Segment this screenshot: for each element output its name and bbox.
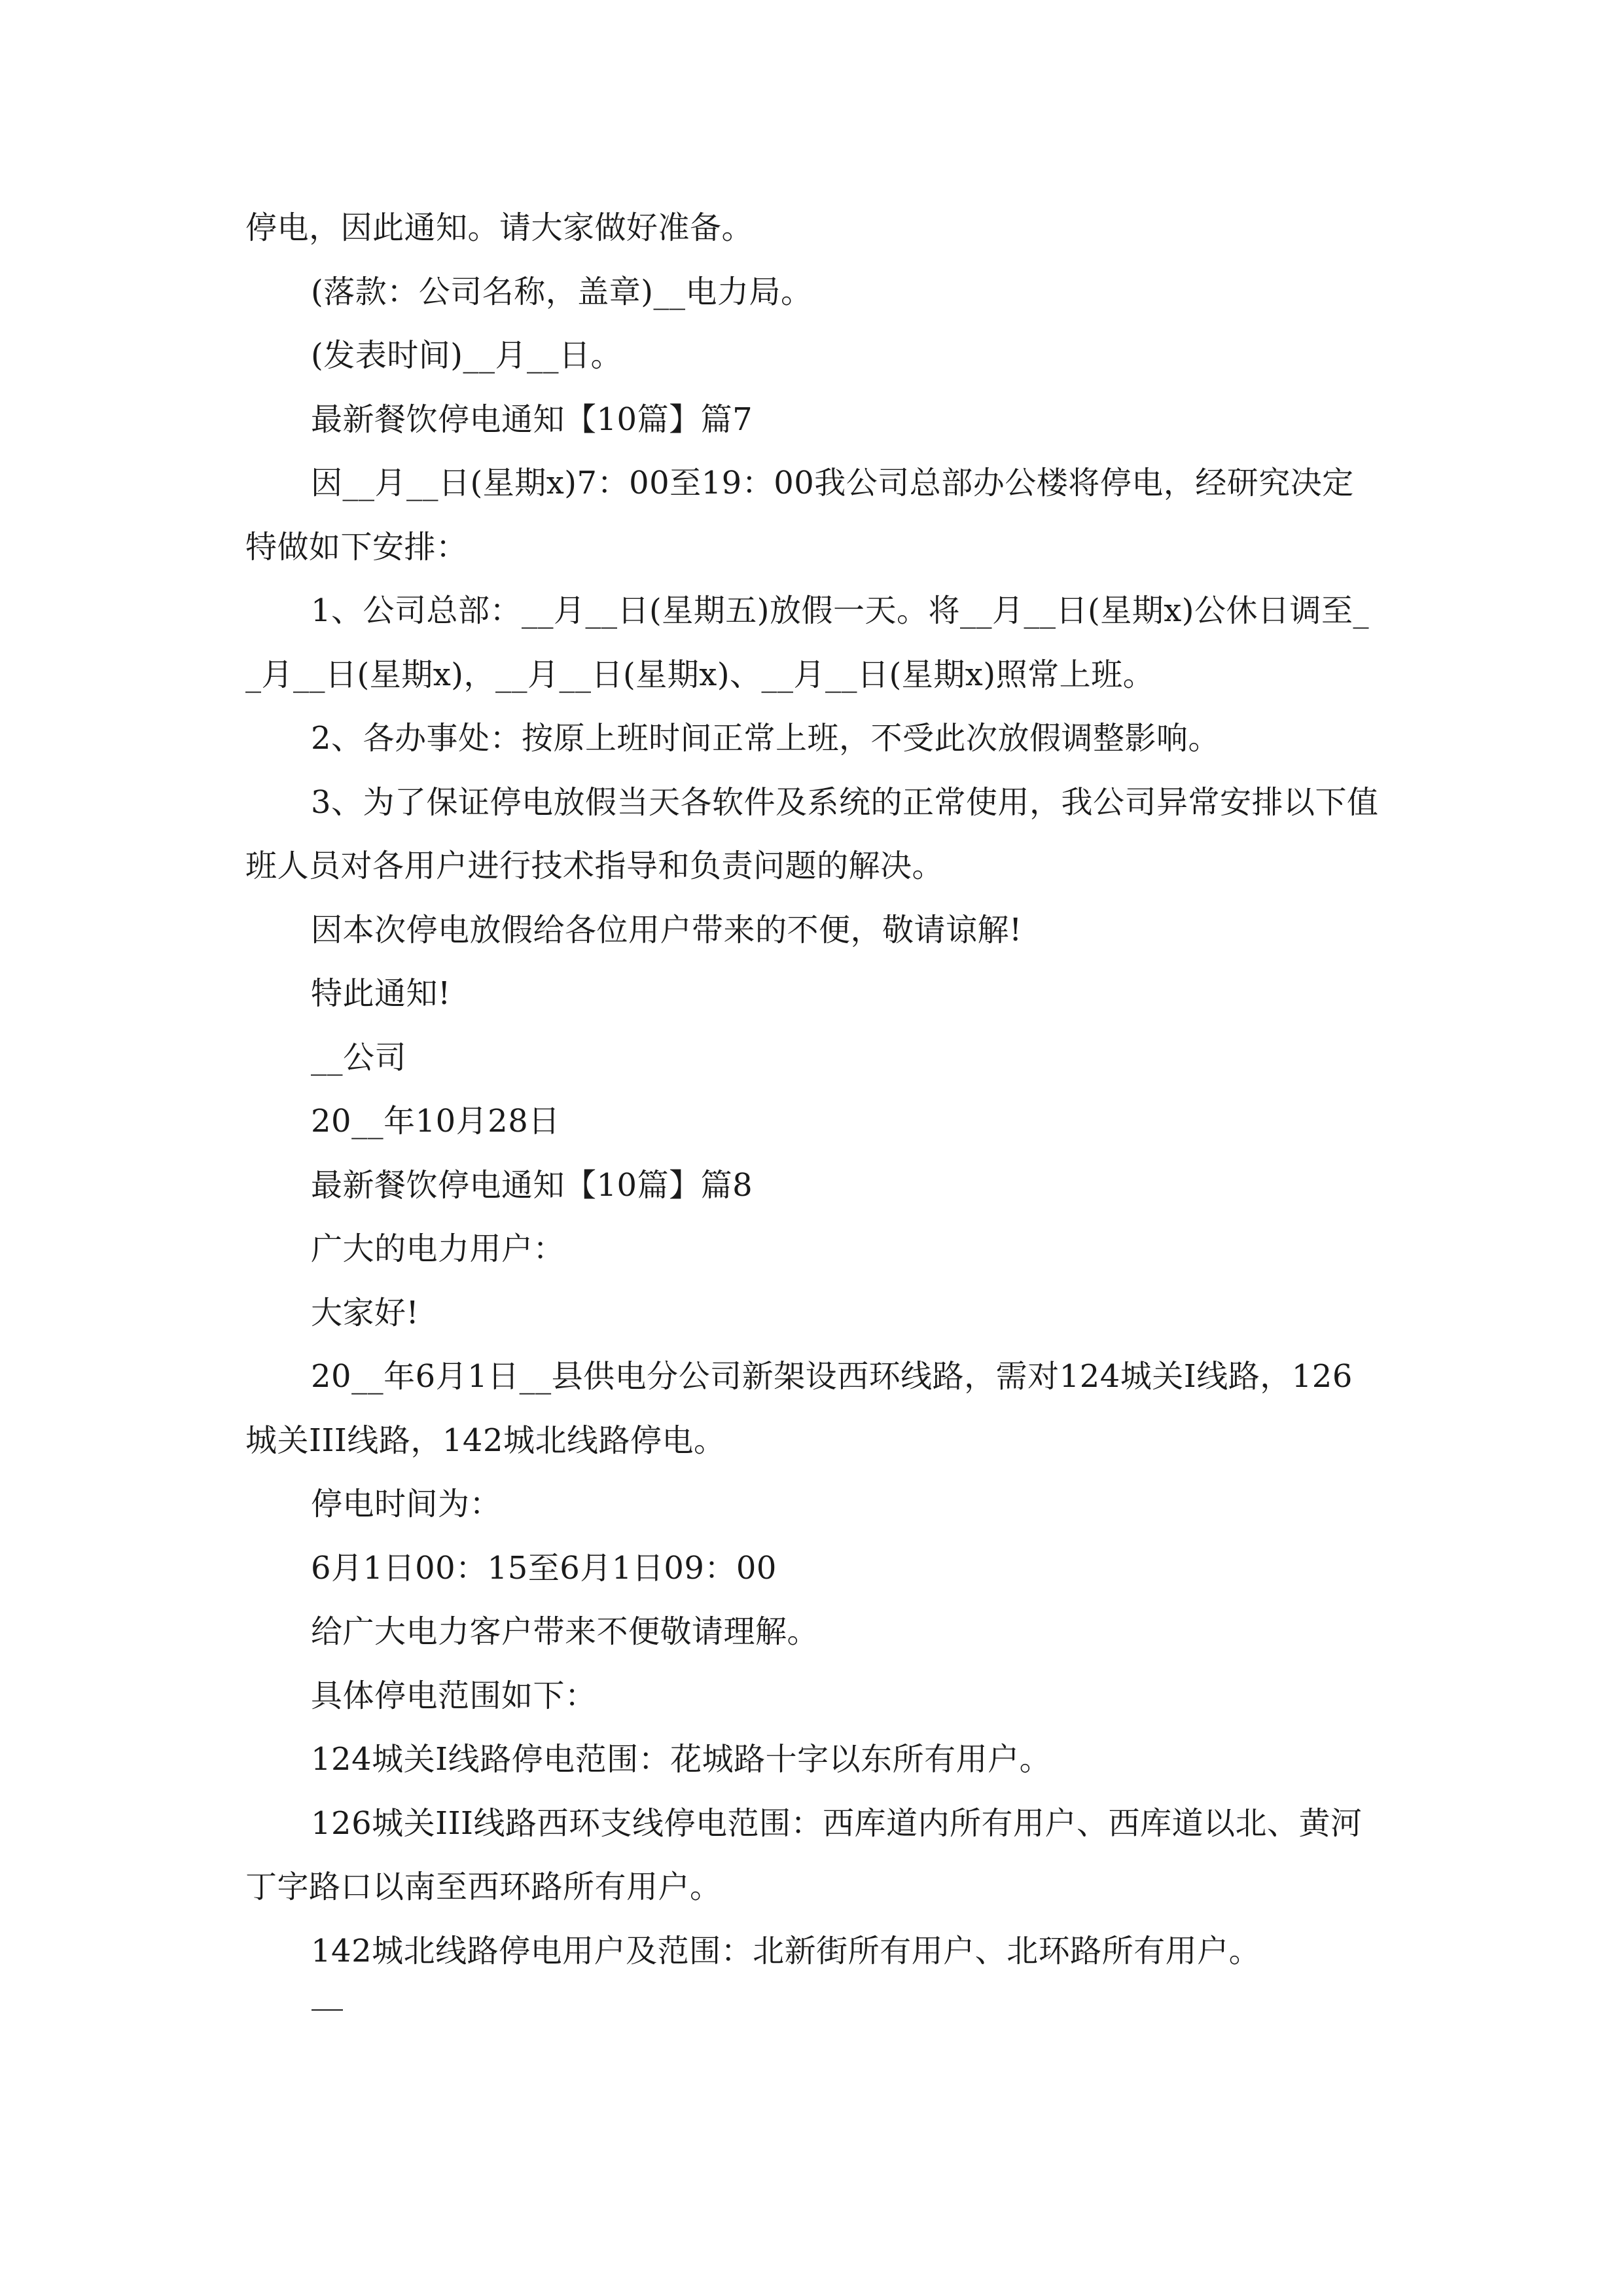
- paragraph: 3、为了保证停电放假当天各软件及系统的正常使用，我公司异常安排以下值班人员对各用户进行技术指导和负责问题的解决。: [245, 783, 1379, 884]
- paragraph: 给广大电力客户带来不便敬请理解。: [311, 1613, 819, 1650]
- paragraph: 126城关III线路西环支线停电范围：西库道内所有用户、西库道以北、黄河丁字路口以南至西环路所有用户。: [245, 1804, 1363, 1905]
- paragraph: 1、公司总部：__月__日(星期五)放假一天。将__月__日(星期x)公休日调至__月__日(星期x)，__月__日(星期x)、__月__日(星期x)照常上班。: [245, 592, 1370, 693]
- paragraph: 142城北线路停电用户及范围：北新街所有用户、北环路所有用户。: [311, 1932, 1261, 1969]
- paragraph: 6月1日00：15至6月1日09：00: [311, 1549, 777, 1587]
- section-heading: 最新餐饮停电通知【10篇】篇8: [311, 1166, 753, 1204]
- signature-company: __公司: [311, 1039, 407, 1076]
- greeting: 大家好!: [311, 1294, 419, 1331]
- paragraph: 因__月__日(星期x)7：00至19：00我公司总部办公楼将停电，经研究决定特做如下安排：: [245, 465, 1354, 565]
- paragraph: 20__年6月1日__县供电分公司新架设西环线路，需对124城关I线路，126城关III线路，142城北线路停电。: [245, 1358, 1353, 1459]
- paragraph: 特此通知!: [311, 975, 451, 1012]
- paragraph: 因本次停电放假给各位用户带来的不便，敬请谅解!: [311, 911, 1022, 948]
- document-body: [245, 196, 1381, 1983]
- paragraph: 2、各办事处：按原上班时间正常上班，不受此次放假调整影响。: [311, 720, 1221, 757]
- paragraph: 停电，因此通知。请大家做好准备。: [245, 209, 754, 246]
- signature-date: 20__年10月28日: [311, 1103, 560, 1139]
- section-heading: 最新餐饮停电通知【10篇】篇7: [311, 401, 753, 438]
- paragraph: (落款：公司名称，盖章)__电力局。: [311, 273, 813, 310]
- page-footer-dash: [312, 2009, 343, 2011]
- paragraph: 停电时间为：: [311, 1486, 502, 1522]
- paragraph: 124城关I线路停电范围：花城路十字以东所有用户。: [311, 1741, 1052, 1778]
- paragraph: (发表时间)__月__日。: [311, 337, 622, 374]
- paragraph: 具体停电范围如下：: [311, 1677, 597, 1714]
- salutation: 广大的电力用户：: [311, 1230, 565, 1267]
